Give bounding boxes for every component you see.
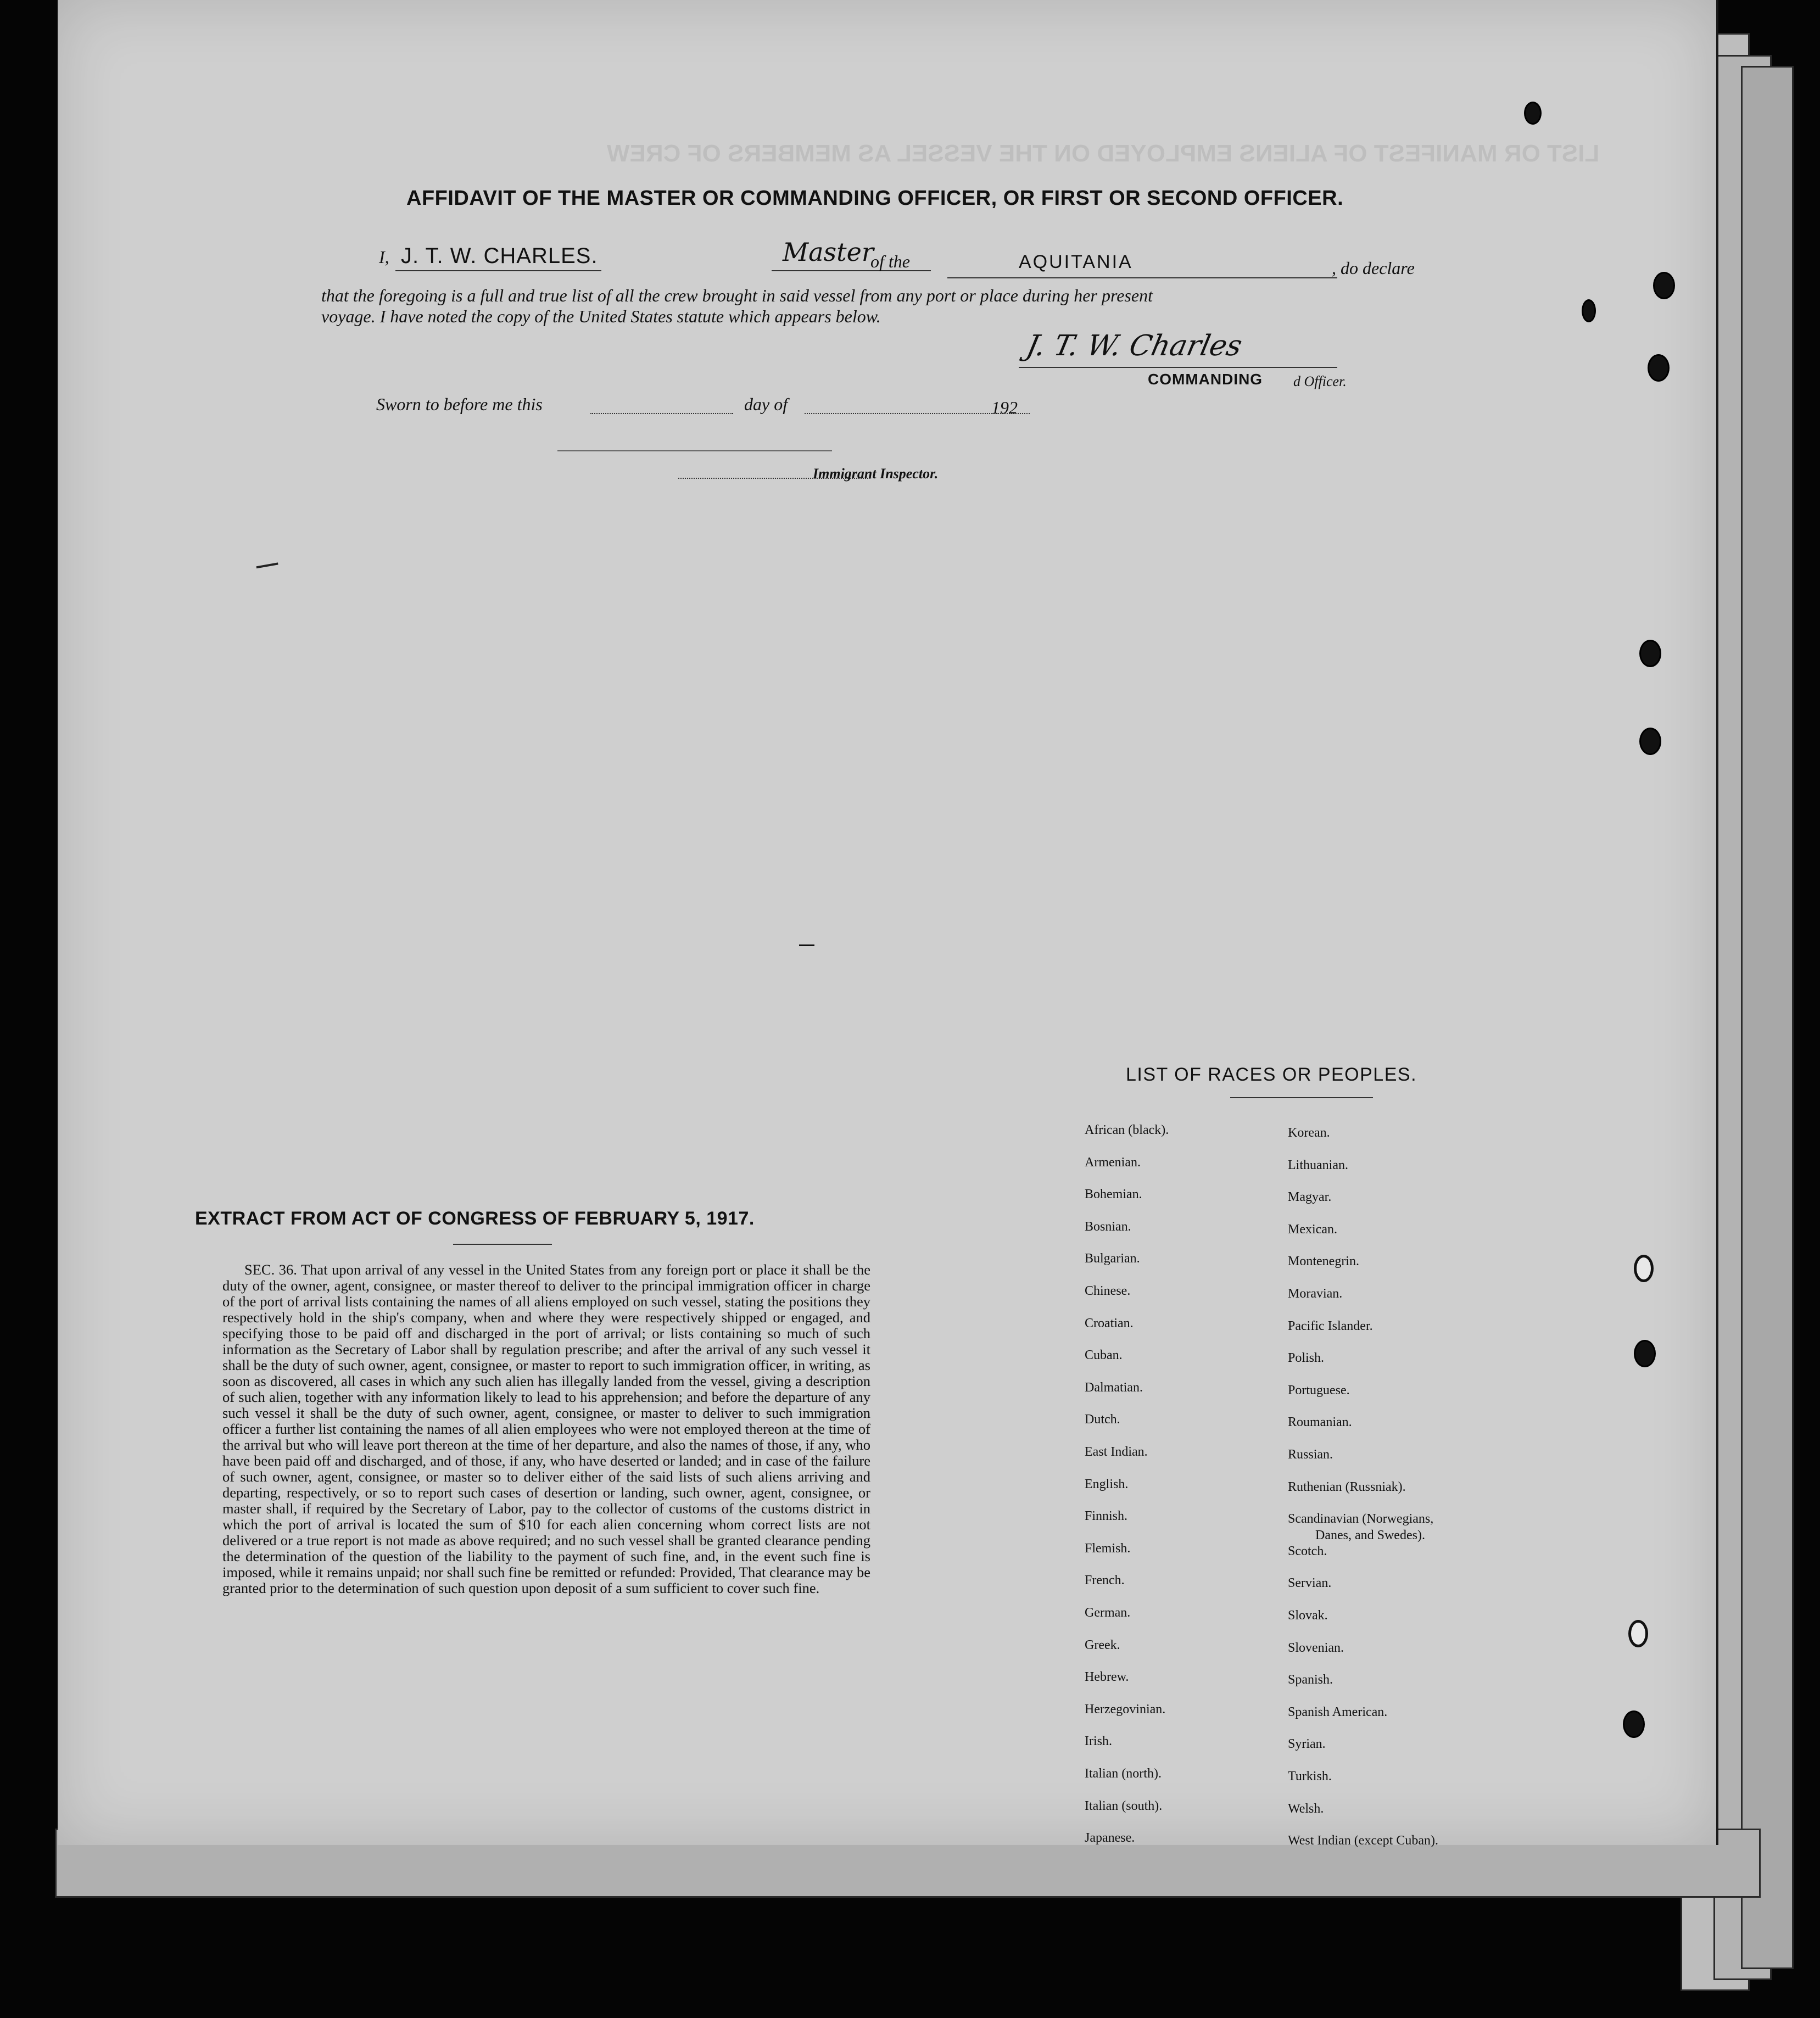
binder-hole-open	[1634, 1255, 1654, 1282]
race-item: Bulgarian.	[1085, 1251, 1140, 1266]
races-title-rule	[1230, 1097, 1373, 1098]
signature-underline	[1019, 367, 1337, 368]
race-item: Ruthenian (Russniak).	[1288, 1479, 1406, 1494]
races-title: LIST OF RACES OR PEOPLES.	[1126, 1064, 1417, 1085]
race-item: Turkish.	[1288, 1769, 1332, 1784]
race-item: West Indian (except Cuban).	[1288, 1833, 1438, 1848]
race-item: Welsh.	[1288, 1801, 1324, 1816]
race-item: Armenian.	[1085, 1155, 1141, 1170]
race-item: Chinese.	[1085, 1284, 1131, 1298]
scribble-mark	[254, 553, 278, 569]
affidavit-line-2: that the foregoing is a full and true list of all the crew brought in said vessel from any port or place during her present	[321, 286, 1153, 305]
race-item: Greek.	[1085, 1637, 1120, 1652]
binder-hole	[1582, 299, 1596, 322]
race-item: Syrian.	[1288, 1737, 1326, 1752]
act-title: EXTRACT FROM ACT OF CONGRESS OF FEBRUARY 5, 1917.	[195, 1208, 755, 1229]
name-underline	[395, 270, 601, 271]
race-item: Spanish.	[1288, 1673, 1333, 1687]
binder-hole	[1634, 1340, 1656, 1367]
act-title-rule	[453, 1244, 552, 1245]
act-paragraph: SEC. 36. That upon arrival of any vessel in the United States from any foreign port or place it shall be the duty of the owner, agent, consignee, or master thereof to deliver to the principal immigration officer in charge of the port of arrival lists containing the names of all aliens employed on such vessel, stating the positions they respectively hold in the ship's company, when and where they were respectively shipped or engaged, and specifying those to be paid off and discharged in the port of arrival; or lists containing so much of such information as the Secretary of Labor shall by regulation prescribe; and after the arrival of any such vessel it shall be the duty of such owner, agent, consignee, or master to report to such immigration officer, in writing, as soon as discovered, all cases in which any such alien has illegally landed from the vessel, giving a description of such alien, together with any information likely to lead to his apprehension; and before the departure of any such vessel it shall be the duty of such owner, agent, consignee, or master to deliver to such immigration officer a further list containing the names of all alien employees who were not employed thereon at the time of the arrival but who will leave port thereon at the time of her departure, and also the names of those, if any, who have been paid off and discharged, and of those, if any, who have deserted or landed; and in case of the failure of such owner, agent, consignee, or master so to deliver either of the said lists of such aliens arriving and departing, respectively, or so to report such cases of desertion or landing, such owner, agent, consignee, or master shall, if required by the Secretary of Labor, pay to the collector of customs of the customs district in which the port of arrival is located the sum of $10 for each alien concerning whom correct lists are not delivered or a true report is not made as above required; and no such vessel shall be granted clearance pending the determination of the question of the liability to the payment of such fine, and, in the event such fine is imposed, while it remains unpaid; nor shall such fine be remitted or refunded: Provided, That clearance may be granted prior to the determination of such question upon deposit of a sum sufficient to cover such fine.	[222, 1261, 870, 1596]
binder-hole	[1653, 272, 1675, 299]
race-item: French.	[1085, 1573, 1125, 1588]
sworn-short-line	[557, 450, 832, 451]
document-page	[58, 0, 1718, 1848]
binder-hole	[1639, 640, 1661, 667]
race-item: East Indian.	[1085, 1445, 1148, 1459]
bleed-through-header: LIST OR MANIFEST OF ALIENS EMPLOYED ON THE VESSEL AS MEMBERS OF CREW	[607, 140, 1600, 167]
race-item: Croatian.	[1085, 1316, 1134, 1331]
officer-suffix: d Officer.	[1293, 373, 1347, 389]
affidavit-i-label: I,	[379, 247, 389, 267]
day-of-label: day of	[744, 394, 788, 414]
race-item: Hebrew.	[1085, 1670, 1129, 1685]
race-item: English.	[1085, 1477, 1129, 1491]
race-item: Japanese.	[1085, 1831, 1135, 1846]
race-item: Moravian.	[1288, 1287, 1343, 1301]
race-item: Magyar.	[1288, 1190, 1332, 1205]
role-handwritten: Master	[783, 237, 874, 267]
commanding-stamp: COMMANDING	[1148, 371, 1263, 388]
sworn-day-line	[590, 413, 733, 414]
race-item: Slovak.	[1288, 1608, 1328, 1623]
race-item: Lithuanian.	[1288, 1158, 1348, 1172]
race-item: Servian.	[1288, 1576, 1332, 1591]
binder-hole	[1648, 354, 1670, 382]
race-item: Roumanian.	[1288, 1415, 1352, 1430]
do-declare-label: , do declare	[1332, 258, 1415, 278]
race-item: Dutch.	[1085, 1412, 1120, 1427]
race-item: Scandinavian (Norwegians,	[1288, 1512, 1434, 1527]
race-item: Italian (north).	[1085, 1767, 1162, 1781]
sworn-label: Sworn to before me this	[376, 394, 543, 414]
race-item: German.	[1085, 1606, 1131, 1620]
race-item: Scotch.	[1288, 1544, 1327, 1558]
race-item: Korean.	[1288, 1126, 1330, 1140]
race-item: Slovenian.	[1288, 1640, 1344, 1655]
race-item: Irish.	[1085, 1734, 1112, 1749]
act-section-36-text	[222, 1262, 870, 1596]
of-the-label: of the	[870, 251, 910, 271]
dash-mark	[799, 944, 814, 946]
race-item: Cuban.	[1085, 1348, 1123, 1363]
binder-hole	[1623, 1710, 1645, 1738]
vessel-underline	[947, 277, 1337, 278]
race-item: Spanish American.	[1288, 1704, 1388, 1719]
binder-hole	[1639, 728, 1661, 755]
race-item: Herzegovinian.	[1085, 1702, 1166, 1717]
page-stack-layer-3	[1741, 66, 1794, 1969]
race-item: Danes, and Swedes).	[1315, 1528, 1425, 1543]
affidavit-line-3: voyage. I have noted the copy of the United States statute which appears below.	[321, 306, 881, 326]
race-item: Italian (south).	[1085, 1798, 1163, 1813]
inspector-label: Immigrant Inspector.	[813, 466, 939, 482]
year-label: 192	[991, 398, 1018, 417]
master-name: J. T. W. CHARLES.	[401, 244, 598, 268]
race-item: Montenegrin.	[1288, 1254, 1359, 1269]
race-item: Bohemian.	[1085, 1187, 1142, 1202]
race-item: Dalmatian.	[1085, 1380, 1143, 1395]
affidavit-title: AFFIDAVIT OF THE MASTER OR COMMANDING OFFICER, OR FIRST OR SECOND OFFICER.	[406, 187, 1344, 210]
race-item: Russian.	[1288, 1447, 1333, 1462]
binder-hole	[1524, 102, 1542, 125]
race-item: Pacific Islander.	[1288, 1318, 1373, 1333]
race-item: Polish.	[1288, 1351, 1325, 1366]
race-item: Mexican.	[1288, 1222, 1337, 1237]
race-item: African (black).	[1085, 1123, 1169, 1137]
race-item: Bosnian.	[1085, 1219, 1131, 1234]
race-item: Flemish.	[1085, 1541, 1131, 1556]
binder-hole-open	[1628, 1620, 1648, 1647]
race-item: Portuguese.	[1288, 1383, 1350, 1397]
signature: J. T. W. Charles	[1023, 329, 1245, 362]
race-item: Finnish.	[1085, 1509, 1128, 1524]
vessel-name: AQUITANIA	[1019, 251, 1133, 272]
